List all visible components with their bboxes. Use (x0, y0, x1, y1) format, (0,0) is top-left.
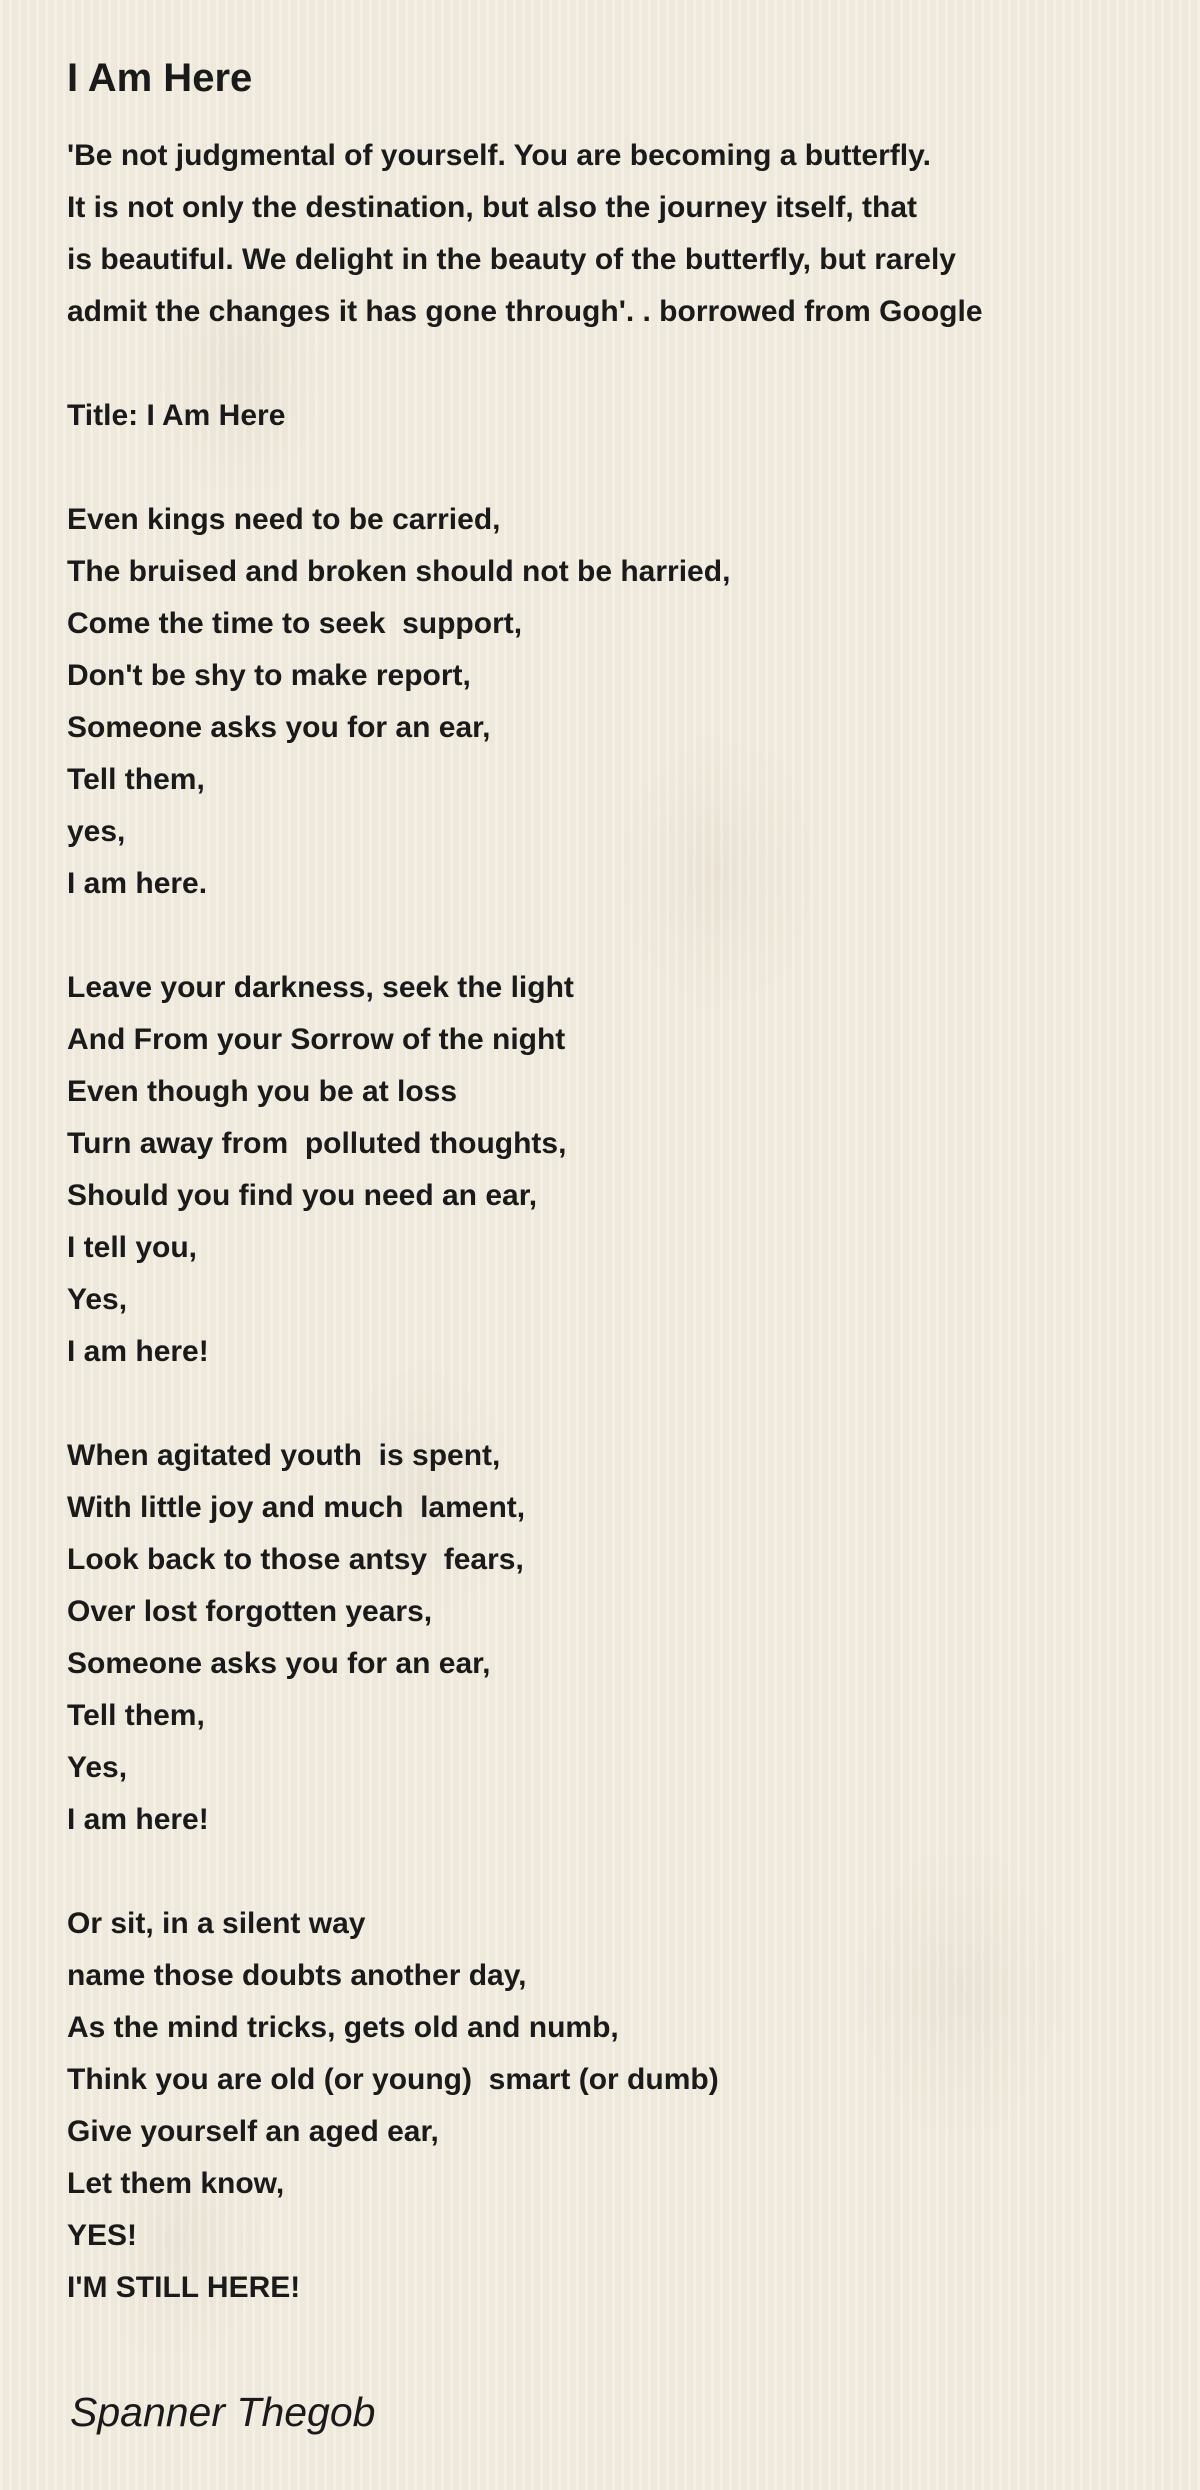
poem-line: Over lost forgotten years, (67, 1595, 433, 1628)
poem-line: Even kings need to be carried, (67, 503, 501, 536)
poem-title: I Am Here (67, 56, 253, 100)
poem-line: Turn away from polluted thoughts, (67, 1127, 567, 1160)
stanza-1 (67, 494, 1147, 910)
epigraph-line: is beautiful. We delight in the beauty of the butterfly, but rarely (67, 243, 956, 276)
poem-line: I tell you, (67, 1231, 198, 1264)
poem-line: Give yourself an aged ear, (67, 2115, 439, 2148)
stanza-break (67, 910, 1147, 962)
poem-body (67, 130, 1147, 2314)
poem-line: Or sit, in a silent way (67, 1907, 366, 1940)
poem-line: Leave your darkness, seek the light (67, 971, 574, 1004)
poem-line: I am here! (67, 1803, 209, 1836)
poem-page (67, 44, 1147, 2314)
poem-line: Tell them, (67, 1699, 205, 1732)
stanza-2 (67, 962, 1147, 1378)
poem-line: I'M STILL HERE! (67, 2271, 301, 2304)
poem-line: Look back to those antsy fears, (67, 1543, 524, 1576)
epigraph-line: 'Be not judgmental of yourself. You are becoming a butterfly. (67, 139, 931, 172)
poem-line: As the mind tricks, gets old and numb, (67, 2011, 619, 2044)
poem-author: Spanner Thegob (70, 2389, 376, 2435)
epigraph (67, 130, 1147, 338)
poem-line: The bruised and broken should not be harried, (67, 555, 731, 588)
stanza-4 (67, 1898, 1147, 2314)
poem-line: Someone asks you for an ear, (67, 1647, 491, 1680)
epigraph-line: admit the changes it has gone through'. . borrowed from Google (67, 295, 983, 328)
poem-line: When agitated youth is spent, (67, 1439, 501, 1472)
poem-line: And From your Sorrow of the night (67, 1023, 566, 1056)
poem-line: Yes, (67, 1283, 128, 1316)
poem-line: name those doubts another day, (67, 1959, 527, 1992)
poem-subtitle: Title: I Am Here (67, 399, 286, 432)
stanza-break (67, 442, 1147, 494)
poem-line: Come the time to seek support, (67, 607, 523, 640)
epigraph-line: It is not only the destination, but also the journey itself, that (67, 191, 918, 224)
poem-line: Tell them, (67, 763, 205, 796)
poem-line: yes, (67, 815, 126, 848)
poem-line: Even though you be at loss (67, 1075, 458, 1108)
stanza-3 (67, 1430, 1147, 1846)
poem-line: Don't be shy to make report, (67, 659, 471, 692)
poem-line: YES! (67, 2219, 138, 2252)
poem-line: Someone asks you for an ear, (67, 711, 491, 744)
poem-line: With little joy and much lament, (67, 1491, 526, 1524)
poem-line: Should you find you need an ear, (67, 1179, 538, 1212)
poem-line: Yes, (67, 1751, 128, 1784)
stanza-break (67, 1378, 1147, 1430)
poem-line: I am here! (67, 1335, 209, 1368)
poem-line: I am here. (67, 867, 208, 900)
stanza-break (67, 1846, 1147, 1898)
stanza-break (67, 338, 1147, 390)
poem-line: Think you are old (or young) smart (or dumb) (67, 2063, 719, 2096)
poem-line: Let them know, (67, 2167, 285, 2200)
